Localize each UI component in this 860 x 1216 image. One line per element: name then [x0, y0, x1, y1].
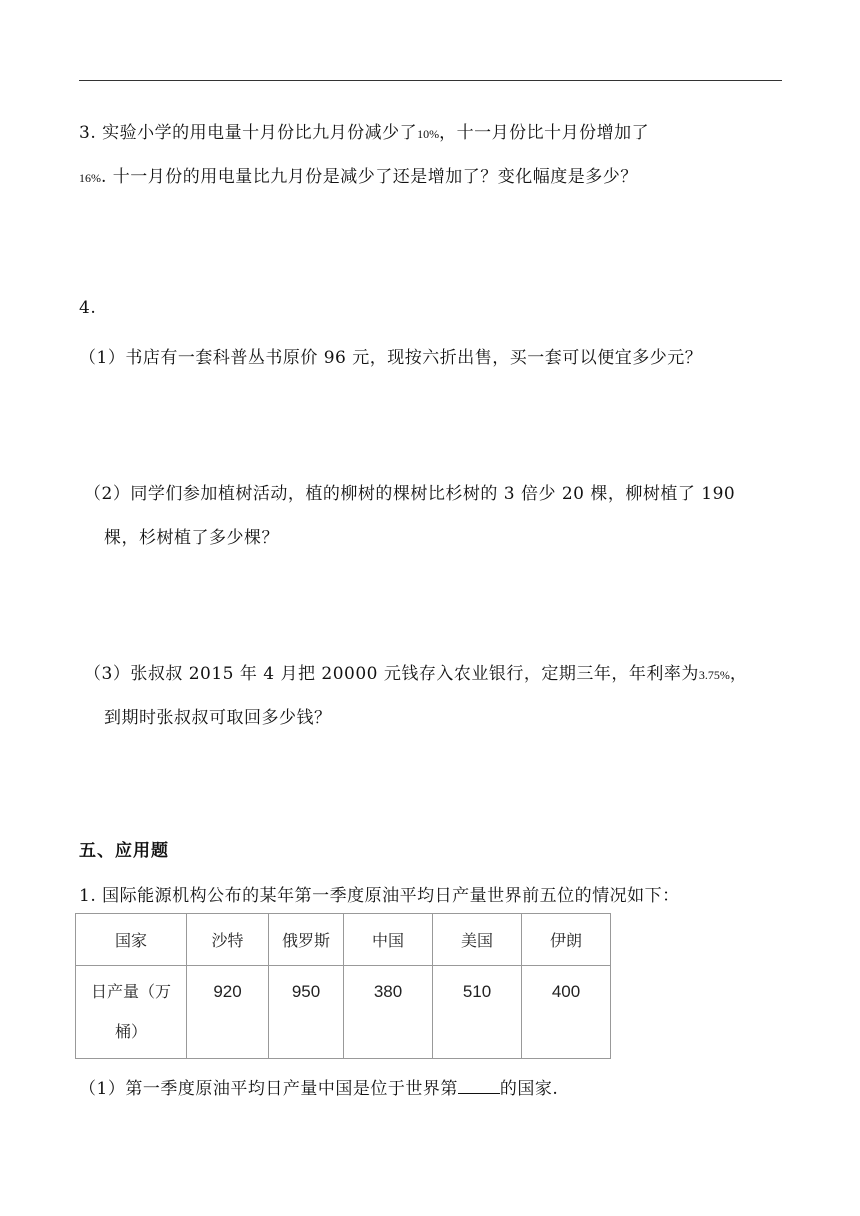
- country-cell: 沙特: [187, 914, 269, 966]
- q4-sub2-line2: 棵，杉树植了多少棵？: [104, 528, 279, 548]
- value-cell: 950: [269, 966, 344, 1059]
- country-cell: 中国: [344, 914, 433, 966]
- q3-line-2: [79, 162, 638, 187]
- section-heading: 五、应用题: [79, 841, 169, 861]
- q3-percent-1: 10%: [417, 127, 440, 141]
- country-cell: 美国: [433, 914, 522, 966]
- q3-text-c: . 十一月份的用电量比九月份是减少了还是增加了？变化幅度是多少？: [101, 167, 638, 187]
- s5-q1-intro: 1. 国际能源机构公布的某年第一季度原油平均日产量世界前五位的情况如下：: [79, 886, 680, 906]
- q4-number: 4.: [79, 298, 97, 318]
- header-label-cell: 国家: [76, 914, 187, 966]
- q4-sub3-text-b: ，: [729, 664, 748, 684]
- value-cell: 510: [433, 966, 522, 1059]
- q3-line-1: [79, 118, 649, 143]
- top-divider: [79, 80, 782, 81]
- value-cell: 920: [187, 966, 269, 1059]
- q4-sub3-line1: [84, 659, 747, 684]
- answer-blank[interactable]: [458, 1079, 500, 1094]
- row-label-line1: 日产量（万: [90, 982, 171, 1001]
- country-cell: 俄罗斯: [269, 914, 344, 966]
- q4-sub1: （1）书店有一套科普丛书原价 96 元，现按六折出售，买一套可以便宜多少元？: [79, 348, 703, 368]
- q3-percent-2: 16%: [79, 171, 101, 185]
- q4-sub3-text-a: （3）张叔叔 2015 年 4 月把 20000 元钱存入农业银行，定期三年，年利率为: [84, 664, 699, 684]
- q4-sub3-line2: 到期时张叔叔可取回多少钱？: [104, 708, 332, 728]
- oil-production-table: [75, 913, 611, 1059]
- row-label-cell: [76, 966, 187, 1059]
- q3-text-b: ，十一月份比十月份增加了: [439, 123, 650, 143]
- s5-sub1-text-a: （1）第一季度原油平均日产量中国是位于世界第: [79, 1079, 458, 1099]
- value-cell: 380: [344, 966, 433, 1059]
- s5-sub1-text-b: 的国家.: [499, 1079, 559, 1099]
- q3-text-a: 3. 实验小学的用电量十月份比九月份减少了: [79, 123, 418, 143]
- row-label-line2: 桶）: [114, 1022, 147, 1041]
- value-cell: 400: [522, 966, 611, 1059]
- s5-sub1: [79, 1074, 558, 1099]
- table-value-row: [76, 966, 611, 1059]
- table-header-row: [76, 914, 611, 966]
- country-cell: 伊朗: [522, 914, 611, 966]
- q4-sub2-line1: （2）同学们参加植树活动，植的柳树的棵树比杉树的 3 倍少 20 棵，柳树植了 190: [84, 484, 736, 504]
- q4-sub3-percent: 3.75%: [698, 668, 730, 682]
